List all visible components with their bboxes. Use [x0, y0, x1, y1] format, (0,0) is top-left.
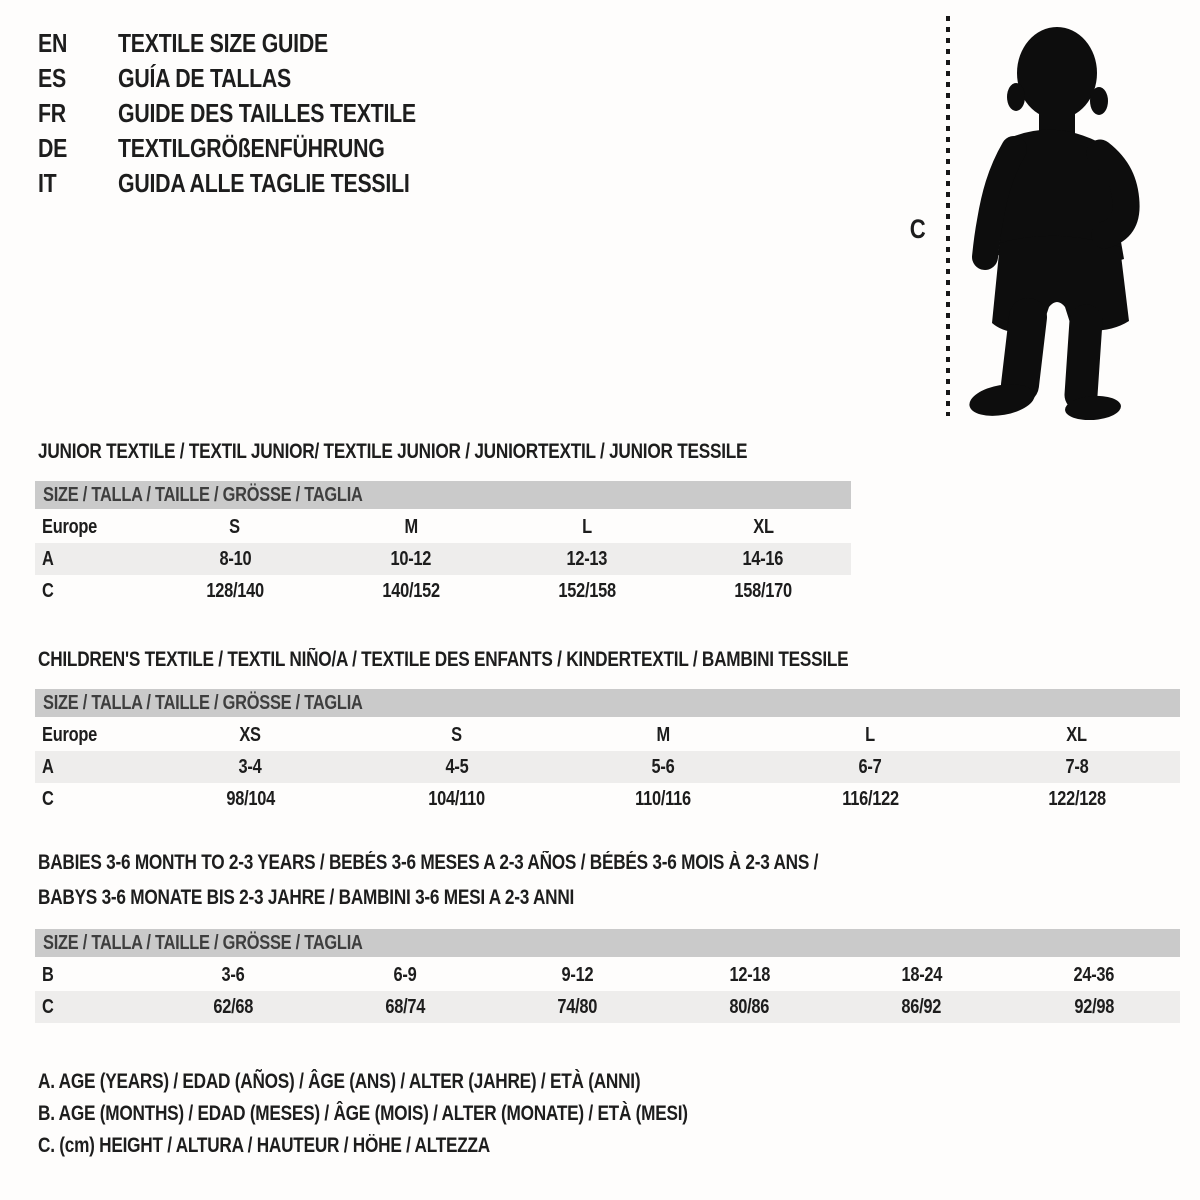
size-cell: 12-18 — [729, 963, 770, 986]
size-cell: 3-6 — [221, 963, 245, 986]
size-cell: 152/158 — [558, 579, 616, 602]
language-row-es — [38, 61, 481, 96]
row-label: C — [42, 995, 54, 1018]
table-row-c — [35, 783, 1180, 815]
size-cell: 116/122 — [841, 787, 899, 810]
size-table-header-label: SIZE / TALLA / TAILLE / GRÖSSE / TAGLIA — [43, 931, 363, 954]
size-cell: M — [656, 723, 671, 746]
table-row-europe — [35, 511, 851, 543]
size-cell: 110/116 — [635, 787, 692, 810]
size-cell: S — [451, 723, 463, 746]
size-table-header-label: SIZE / TALLA / TAILLE / GRÖSSE / TAGLIA — [43, 691, 363, 714]
size-cell: M — [404, 515, 418, 538]
language-row-de — [38, 131, 481, 166]
size-cell: 14-16 — [742, 547, 784, 570]
table-row-a — [35, 543, 851, 575]
size-cell: 80/86 — [729, 995, 770, 1018]
language-row-it — [38, 166, 481, 201]
size-table-junior — [35, 481, 851, 607]
row-label: C — [42, 579, 54, 602]
language-title: TEXTILE SIZE GUIDE — [118, 28, 328, 58]
size-cell: 6-7 — [858, 755, 882, 778]
legend-line-c: C. (cm) HEIGHT / ALTURA / HAUTEUR / HÖHE / ALTEZZA — [38, 1134, 490, 1157]
size-table-header — [35, 481, 851, 511]
size-cell: 12-13 — [566, 547, 608, 570]
language-title: GUÍA DE TALLAS — [118, 63, 292, 93]
section-title-line: BABYS 3-6 MONATE BIS 2-3 JAHRE / BAMBINI 3-6 MESI A 2-3 ANNI — [38, 886, 575, 909]
size-cell: XL — [1066, 723, 1087, 746]
language-code: IT — [38, 168, 57, 198]
size-cell: 9-12 — [561, 963, 594, 986]
size-cell: XL — [752, 515, 774, 538]
table-row-b — [35, 959, 1180, 991]
size-table-header — [35, 689, 1180, 719]
section-title-babies — [38, 845, 989, 915]
size-cell: 86/92 — [901, 995, 942, 1018]
table-row-a — [35, 751, 1180, 783]
size-cell: 158/170 — [734, 579, 792, 602]
table-row-c — [35, 575, 851, 607]
size-cell: XS — [239, 723, 261, 746]
size-cell: 3-4 — [238, 755, 262, 778]
size-cell: 4-5 — [445, 755, 469, 778]
size-cell: 104/110 — [428, 787, 486, 810]
language-code: ES — [38, 63, 66, 93]
size-cell: 128/140 — [206, 579, 264, 602]
legend-line-a: A. AGE (YEARS) / EDAD (AÑOS) / ÂGE (ANS) / ALTER (JAHRE) / ETÀ (ANNI) — [38, 1070, 641, 1093]
size-cell: 7-8 — [1065, 755, 1089, 778]
size-cell: 6-9 — [393, 963, 417, 986]
size-table-header-label: SIZE / TALLA / TAILLE / GRÖSSE / TAGLIA — [43, 483, 363, 506]
size-cell: 5-6 — [652, 755, 675, 778]
section-title-line: JUNIOR TEXTILE / TEXTIL JUNIOR/ TEXTILE JUNIOR / JUNIORTEXTIL / JUNIOR TESSILE — [38, 440, 748, 463]
size-cell: L — [865, 723, 875, 746]
section-title-line: BABIES 3-6 MONTH TO 2-3 YEARS / BEBÉS 3-6 MESES A 2-3 AÑOS / BÉBÉS 3-6 MOIS À 2-3 ANS / — [38, 851, 819, 874]
toddler-silhouette-icon — [952, 20, 1152, 420]
size-cell: 8-10 — [219, 547, 251, 570]
size-cell: 68/74 — [385, 995, 426, 1018]
size-cell: 98/104 — [225, 787, 275, 810]
size-cell: 74/80 — [557, 995, 598, 1018]
language-code: FR — [38, 98, 66, 128]
size-table-children — [35, 689, 1180, 815]
size-cell: 10-12 — [390, 547, 432, 570]
size-cell: 62/68 — [213, 995, 253, 1018]
height-measure-dashed-line — [946, 16, 950, 416]
language-row-fr — [38, 96, 481, 131]
language-title: GUIDA ALLE TAGLIE TESSILI — [118, 168, 410, 198]
language-code: DE — [38, 133, 68, 163]
size-table-header — [35, 929, 1180, 959]
row-label: C — [42, 787, 54, 810]
row-label: B — [42, 963, 54, 986]
row-label: Europe — [42, 515, 98, 538]
size-cell: S — [229, 515, 241, 538]
row-label: A — [42, 547, 54, 570]
size-cell: L — [582, 515, 592, 538]
language-title: TEXTILGRÖßENFÜHRUNG — [118, 133, 385, 163]
language-title-list — [38, 26, 481, 201]
section-title-junior — [38, 434, 903, 469]
table-row-europe — [35, 719, 1180, 751]
size-table-babies — [35, 929, 1180, 1023]
row-label: A — [42, 755, 54, 778]
language-code: EN — [38, 28, 68, 58]
size-cell: 18-24 — [901, 963, 943, 986]
section-title-children — [38, 642, 1026, 677]
section-title-line: CHILDREN'S TEXTILE / TEXTIL NIÑO/A / TEXTILE DES ENFANTS / KINDERTEXTIL / BAMBINI TESSILE — [38, 648, 849, 671]
row-label: Europe — [42, 723, 98, 746]
table-row-c — [35, 991, 1180, 1023]
legend-line-b: B. AGE (MONTHS) / EDAD (MESES) / ÂGE (MOIS) / ALTER (MONATE) / ETÀ (MESI) — [38, 1102, 688, 1125]
size-cell: 92/98 — [1073, 995, 1114, 1018]
size-cell: 122/128 — [1047, 787, 1106, 810]
language-row-en — [38, 26, 481, 61]
language-title: GUIDE DES TAILLES TEXTILE — [118, 98, 416, 128]
size-cell: 140/152 — [382, 579, 440, 602]
height-measure-label: C — [909, 214, 926, 244]
measure-legend — [38, 1066, 830, 1162]
size-cell: 24-36 — [1073, 963, 1115, 986]
